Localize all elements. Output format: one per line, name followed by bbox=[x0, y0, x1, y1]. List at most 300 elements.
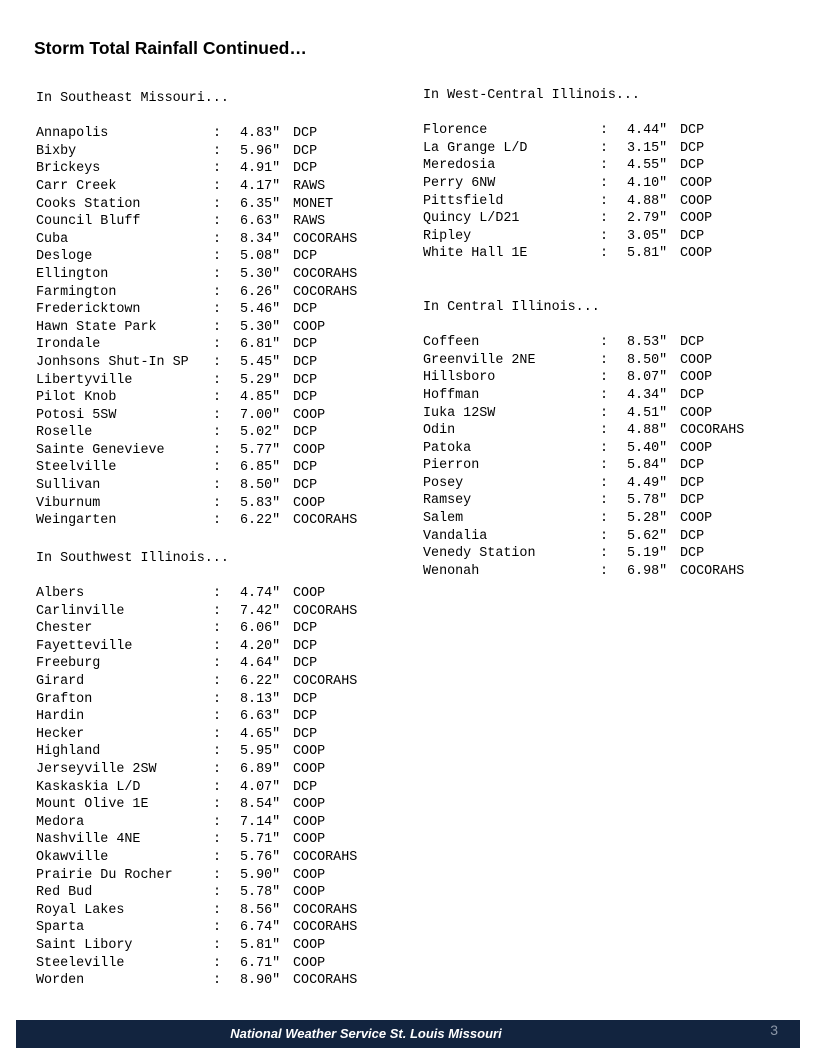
station-name: Pilot Knob bbox=[36, 390, 117, 406]
rainfall-value: 5.30" bbox=[240, 266, 281, 282]
separator: : bbox=[213, 726, 222, 742]
rainfall-value: 5.96" bbox=[240, 143, 281, 159]
separator: : bbox=[213, 691, 222, 707]
region-section bbox=[423, 87, 744, 263]
separator: : bbox=[213, 126, 222, 142]
station-name: Sparta bbox=[36, 920, 85, 936]
data-source: DCP bbox=[293, 249, 318, 265]
data-source: DCP bbox=[680, 493, 705, 509]
station-name: Ramsey bbox=[423, 493, 472, 509]
separator: : bbox=[213, 797, 222, 813]
data-source: COOP bbox=[680, 246, 713, 262]
footer-bar bbox=[16, 1020, 800, 1048]
data-source: COCORAHS bbox=[680, 563, 745, 579]
rainfall-value: 2.79" bbox=[627, 211, 668, 227]
separator: : bbox=[213, 161, 222, 177]
rainfall-value: 5.95" bbox=[240, 744, 281, 760]
separator: : bbox=[213, 302, 222, 318]
station-name: Cuba bbox=[36, 231, 69, 247]
data-source: DCP bbox=[293, 460, 318, 476]
data-source: COOP bbox=[293, 955, 326, 971]
rainfall-value: 7.14" bbox=[240, 814, 281, 830]
separator: : bbox=[213, 196, 222, 212]
station-row bbox=[36, 673, 357, 691]
data-source: COCORAHS bbox=[293, 603, 358, 619]
station-name: Carlinville bbox=[36, 603, 125, 619]
separator: : bbox=[600, 563, 609, 579]
station-row bbox=[36, 691, 357, 709]
rainfall-value: 5.84" bbox=[627, 458, 668, 474]
station-row bbox=[36, 849, 357, 867]
separator: : bbox=[600, 493, 609, 509]
station-row bbox=[36, 196, 357, 214]
separator: : bbox=[213, 937, 222, 953]
station-name: Potosi 5SW bbox=[36, 407, 117, 423]
station-row bbox=[423, 210, 744, 228]
station-row bbox=[36, 867, 357, 885]
station-name: Mount Olive 1E bbox=[36, 797, 149, 813]
station-row bbox=[423, 175, 744, 193]
data-source: RAWS bbox=[293, 214, 326, 230]
separator: : bbox=[600, 405, 609, 421]
station-name: Carr Creek bbox=[36, 178, 117, 194]
rainfall-value: 6.74" bbox=[240, 920, 281, 936]
separator: : bbox=[213, 779, 222, 795]
data-source: DCP bbox=[293, 372, 318, 388]
separator: : bbox=[213, 178, 222, 194]
region-section bbox=[36, 90, 357, 530]
station-name: Sullivan bbox=[36, 478, 101, 494]
station-name: White Hall 1E bbox=[423, 246, 528, 262]
rainfall-value: 6.98" bbox=[627, 563, 668, 579]
station-name: Greenville 2NE bbox=[423, 352, 536, 368]
station-name: Fayetteville bbox=[36, 638, 133, 654]
separator: : bbox=[600, 228, 609, 244]
rainfall-value: 5.19" bbox=[627, 546, 668, 562]
station-row bbox=[36, 178, 357, 196]
data-source: DCP bbox=[293, 779, 318, 795]
separator: : bbox=[213, 973, 222, 989]
separator: : bbox=[213, 955, 222, 971]
rainfall-value: 8.56" bbox=[240, 902, 281, 918]
rainfall-value: 5.02" bbox=[240, 425, 281, 441]
separator: : bbox=[600, 352, 609, 368]
station-row bbox=[423, 457, 744, 475]
section-header: In West-Central Illinois... bbox=[423, 88, 640, 103]
data-source: DCP bbox=[680, 458, 705, 474]
separator: : bbox=[600, 370, 609, 386]
station-name: Fredericktown bbox=[36, 302, 141, 318]
rainfall-value: 8.07" bbox=[627, 370, 668, 386]
station-row bbox=[36, 831, 357, 849]
station-row bbox=[423, 440, 744, 458]
station-name: Freeburg bbox=[36, 656, 101, 672]
rainfall-value: 5.76" bbox=[240, 849, 281, 865]
station-name: Hardin bbox=[36, 709, 85, 725]
separator: : bbox=[213, 284, 222, 300]
rainfall-value: 4.20" bbox=[240, 638, 281, 654]
data-source: DCP bbox=[293, 656, 318, 672]
rainfall-value: 6.71" bbox=[240, 955, 281, 971]
station-row bbox=[36, 814, 357, 832]
data-source: COOP bbox=[680, 440, 713, 456]
separator: : bbox=[213, 674, 222, 689]
station-row bbox=[423, 405, 744, 423]
data-source: COOP bbox=[293, 867, 326, 883]
data-source: MONET bbox=[293, 196, 334, 212]
station-name: Steeleville bbox=[36, 955, 125, 971]
separator: : bbox=[600, 546, 609, 562]
rainfall-value: 8.90" bbox=[240, 973, 281, 989]
station-name: Brickeys bbox=[36, 161, 101, 177]
separator: : bbox=[213, 832, 222, 848]
data-source: COOP bbox=[293, 744, 326, 760]
separator: : bbox=[213, 231, 222, 247]
data-source: DCP bbox=[293, 354, 318, 370]
station-row bbox=[36, 726, 357, 744]
rainfall-value: 5.40" bbox=[627, 440, 668, 456]
data-source: DCP bbox=[293, 143, 318, 159]
rainfall-value: 7.00" bbox=[240, 407, 281, 423]
station-row bbox=[36, 603, 357, 621]
station-name: Grafton bbox=[36, 691, 93, 707]
data-source: DCP bbox=[293, 638, 318, 654]
station-row bbox=[36, 902, 357, 920]
rainfall-value: 8.13" bbox=[240, 691, 281, 707]
page-number: 3 bbox=[770, 1022, 778, 1038]
station-name: Roselle bbox=[36, 425, 93, 441]
station-row bbox=[36, 143, 357, 161]
rainfall-value: 4.83" bbox=[240, 126, 281, 142]
station-name: Nashville 4NE bbox=[36, 832, 141, 848]
station-name: Irondale bbox=[36, 337, 101, 353]
rainfall-value: 5.83" bbox=[240, 495, 281, 511]
section-header: In Southeast Missouri... bbox=[36, 91, 229, 106]
separator: : bbox=[213, 442, 222, 458]
station-row bbox=[36, 407, 357, 425]
region-section bbox=[423, 299, 744, 581]
data-source: COOP bbox=[293, 407, 326, 423]
data-source: DCP bbox=[680, 475, 705, 491]
station-row bbox=[36, 213, 357, 231]
station-row bbox=[36, 336, 357, 354]
data-source: COOP bbox=[293, 832, 326, 848]
station-row bbox=[36, 319, 357, 337]
data-source: COCORAHS bbox=[293, 513, 358, 529]
station-name: Hecker bbox=[36, 726, 85, 742]
station-row bbox=[36, 620, 357, 638]
separator: : bbox=[213, 354, 222, 370]
data-source: DCP bbox=[293, 621, 318, 637]
separator: : bbox=[600, 528, 609, 544]
station-name: Highland bbox=[36, 744, 101, 760]
data-source: RAWS bbox=[293, 178, 326, 194]
separator: : bbox=[600, 387, 609, 403]
data-source: DCP bbox=[293, 691, 318, 707]
station-row bbox=[36, 779, 357, 797]
station-row bbox=[36, 248, 357, 266]
station-row bbox=[423, 387, 744, 405]
station-row bbox=[423, 334, 744, 352]
station-row bbox=[36, 761, 357, 779]
station-row bbox=[36, 585, 357, 603]
footer-text: National Weather Service St. Louis Missouri bbox=[230, 1026, 502, 1041]
station-name: Pittsfield bbox=[423, 193, 504, 209]
separator: : bbox=[213, 761, 222, 777]
rainfall-value: 8.54" bbox=[240, 797, 281, 813]
data-source: COOP bbox=[293, 885, 326, 901]
section-header: In Southwest Illinois... bbox=[36, 550, 229, 566]
data-source: COCORAHS bbox=[680, 423, 745, 439]
data-source: DCP bbox=[293, 425, 318, 441]
station-row bbox=[423, 140, 744, 158]
station-name: Bixby bbox=[36, 143, 77, 159]
separator: : bbox=[213, 638, 222, 654]
rainfall-value: 6.22" bbox=[240, 513, 281, 529]
separator: : bbox=[213, 586, 222, 602]
station-name: Viburnum bbox=[36, 495, 101, 511]
data-source: COCORAHS bbox=[293, 266, 358, 282]
separator: : bbox=[600, 335, 609, 351]
station-name: Florence bbox=[423, 123, 488, 139]
data-source: COCORAHS bbox=[293, 920, 358, 936]
rainfall-value: 5.77" bbox=[240, 442, 281, 458]
separator: : bbox=[213, 814, 222, 830]
rainfall-value: 5.28" bbox=[627, 511, 668, 527]
rainfall-value: 7.42" bbox=[240, 603, 281, 619]
rainfall-value: 8.50" bbox=[627, 352, 668, 368]
data-source: DCP bbox=[680, 528, 705, 544]
station-row bbox=[423, 228, 744, 246]
separator: : bbox=[213, 460, 222, 476]
station-name: Sainte Genevieve bbox=[36, 442, 165, 458]
station-row bbox=[423, 193, 744, 211]
station-row bbox=[36, 372, 357, 390]
separator: : bbox=[600, 475, 609, 491]
left-column bbox=[36, 90, 357, 990]
station-row bbox=[423, 563, 744, 581]
station-name: Pierron bbox=[423, 458, 480, 474]
separator: : bbox=[213, 603, 222, 619]
station-name: La Grange L/D bbox=[423, 140, 528, 156]
rainfall-value: 4.34" bbox=[627, 387, 668, 403]
station-row bbox=[423, 122, 744, 140]
data-source: COOP bbox=[293, 319, 326, 335]
separator: : bbox=[600, 423, 609, 439]
data-source: DCP bbox=[293, 478, 318, 494]
separator: : bbox=[213, 425, 222, 441]
station-name: Annapolis bbox=[36, 126, 109, 142]
station-row bbox=[423, 422, 744, 440]
station-row bbox=[423, 245, 744, 263]
station-row bbox=[423, 369, 744, 387]
station-name: Steelville bbox=[36, 460, 117, 476]
station-row bbox=[36, 972, 357, 990]
station-row bbox=[36, 796, 357, 814]
separator: : bbox=[213, 214, 222, 230]
data-source: DCP bbox=[293, 126, 318, 142]
separator: : bbox=[213, 902, 222, 918]
station-name: Hoffman bbox=[423, 387, 480, 403]
station-row bbox=[36, 638, 357, 656]
station-name: Royal Lakes bbox=[36, 902, 125, 918]
station-row bbox=[36, 231, 357, 249]
station-row bbox=[36, 512, 357, 530]
rainfall-value: 4.91" bbox=[240, 161, 281, 177]
separator: : bbox=[213, 920, 222, 936]
station-name: Vandalia bbox=[423, 528, 488, 544]
rainfall-value: 6.89" bbox=[240, 761, 281, 777]
data-source: COOP bbox=[293, 797, 326, 813]
station-name: Iuka 12SW bbox=[423, 405, 496, 421]
station-name: Quincy L/D21 bbox=[423, 211, 520, 227]
separator: : bbox=[213, 656, 222, 672]
station-name: Hillsboro bbox=[423, 370, 496, 386]
rainfall-value: 5.81" bbox=[240, 937, 281, 953]
separator: : bbox=[213, 390, 222, 406]
station-row bbox=[36, 354, 357, 372]
station-row bbox=[36, 937, 357, 955]
separator: : bbox=[213, 249, 222, 265]
data-source: DCP bbox=[680, 158, 705, 174]
data-source: DCP bbox=[293, 390, 318, 406]
station-row bbox=[36, 266, 357, 284]
station-name: Hawn State Park bbox=[36, 319, 157, 335]
rainfall-value: 5.30" bbox=[240, 319, 281, 335]
station-name: Venedy Station bbox=[423, 546, 536, 562]
separator: : bbox=[600, 440, 609, 456]
data-source: DCP bbox=[680, 546, 705, 562]
rainfall-value: 4.65" bbox=[240, 726, 281, 742]
separator: : bbox=[600, 140, 609, 156]
station-row bbox=[423, 475, 744, 493]
station-name: Red Bud bbox=[36, 885, 93, 901]
separator: : bbox=[213, 849, 222, 865]
data-source: COCORAHS bbox=[293, 902, 358, 918]
separator: : bbox=[600, 211, 609, 227]
rainfall-value: 5.29" bbox=[240, 372, 281, 388]
rainfall-value: 4.44" bbox=[627, 123, 668, 139]
separator: : bbox=[600, 193, 609, 209]
separator: : bbox=[213, 407, 222, 423]
separator: : bbox=[213, 495, 222, 511]
station-row bbox=[36, 884, 357, 902]
station-name: Council Bluff bbox=[36, 214, 141, 230]
data-source: COCORAHS bbox=[293, 674, 358, 689]
rainfall-value: 5.45" bbox=[240, 354, 281, 370]
rainfall-value: 3.15" bbox=[627, 140, 668, 156]
data-source: COCORAHS bbox=[293, 231, 358, 247]
data-source: DCP bbox=[680, 123, 705, 139]
station-name: Okawville bbox=[36, 849, 109, 865]
rainfall-value: 6.22" bbox=[240, 674, 281, 689]
separator: : bbox=[213, 337, 222, 353]
data-source: DCP bbox=[293, 726, 318, 742]
station-row bbox=[36, 424, 357, 442]
station-name: Salem bbox=[423, 511, 464, 527]
rainfall-value: 4.17" bbox=[240, 178, 281, 194]
station-row bbox=[36, 477, 357, 495]
station-name: Posey bbox=[423, 475, 464, 491]
station-name: Weingarten bbox=[36, 513, 117, 529]
separator: : bbox=[600, 246, 609, 262]
data-source: COOP bbox=[680, 405, 713, 421]
station-row bbox=[423, 157, 744, 175]
station-row bbox=[423, 492, 744, 510]
separator: : bbox=[600, 158, 609, 174]
region-section bbox=[36, 550, 357, 990]
data-source: DCP bbox=[293, 337, 318, 353]
rainfall-value: 6.63" bbox=[240, 709, 281, 725]
station-row bbox=[36, 442, 357, 460]
separator: : bbox=[600, 511, 609, 527]
separator: : bbox=[213, 372, 222, 388]
rainfall-value: 6.06" bbox=[240, 621, 281, 637]
data-source: COOP bbox=[293, 814, 326, 830]
separator: : bbox=[213, 621, 222, 637]
rainfall-value: 6.85" bbox=[240, 460, 281, 476]
rainfall-value: 5.78" bbox=[240, 885, 281, 901]
rainfall-value: 4.74" bbox=[240, 586, 281, 602]
right-column bbox=[423, 87, 744, 580]
station-row bbox=[36, 389, 357, 407]
data-source: DCP bbox=[680, 335, 705, 351]
separator: : bbox=[213, 143, 222, 159]
separator: : bbox=[213, 744, 222, 760]
rainfall-value: 5.08" bbox=[240, 249, 281, 265]
rainfall-value: 6.81" bbox=[240, 337, 281, 353]
data-source: DCP bbox=[293, 302, 318, 318]
rainfall-value: 5.71" bbox=[240, 832, 281, 848]
station-row bbox=[36, 708, 357, 726]
separator: : bbox=[600, 123, 609, 139]
rainfall-value: 4.64" bbox=[240, 656, 281, 672]
station-name: Cooks Station bbox=[36, 196, 141, 212]
separator: : bbox=[213, 513, 222, 529]
separator: : bbox=[600, 175, 609, 191]
station-row bbox=[36, 301, 357, 319]
data-source: COOP bbox=[293, 442, 326, 458]
separator: : bbox=[213, 867, 222, 883]
data-source: COOP bbox=[293, 761, 326, 777]
page-title: Storm Total Rainfall Continued… bbox=[34, 38, 307, 58]
station-row bbox=[36, 284, 357, 302]
separator: : bbox=[213, 266, 222, 282]
station-name: Prairie Du Rocher bbox=[36, 867, 173, 883]
station-name: Coffeen bbox=[423, 335, 480, 351]
data-source: DCP bbox=[680, 387, 705, 403]
data-source: COOP bbox=[680, 511, 713, 527]
station-row bbox=[36, 125, 357, 143]
data-source: COOP bbox=[680, 175, 713, 191]
data-source: DCP bbox=[293, 161, 318, 177]
rainfall-value: 4.10" bbox=[627, 175, 668, 191]
station-name: Desloge bbox=[36, 249, 93, 265]
station-row bbox=[36, 495, 357, 513]
separator: : bbox=[213, 319, 222, 335]
station-name: Saint Libory bbox=[36, 937, 133, 953]
station-row bbox=[36, 955, 357, 973]
rainfall-value: 3.05" bbox=[627, 228, 668, 244]
data-source: COOP bbox=[680, 211, 713, 227]
station-name: Odin bbox=[423, 423, 456, 439]
data-source: COCORAHS bbox=[293, 284, 358, 300]
station-name: Ellington bbox=[36, 266, 109, 282]
rainfall-value: 4.55" bbox=[627, 158, 668, 174]
station-row bbox=[423, 545, 744, 563]
rainfall-value: 6.63" bbox=[240, 214, 281, 230]
station-name: Jonhsons Shut-In SP bbox=[36, 354, 189, 370]
